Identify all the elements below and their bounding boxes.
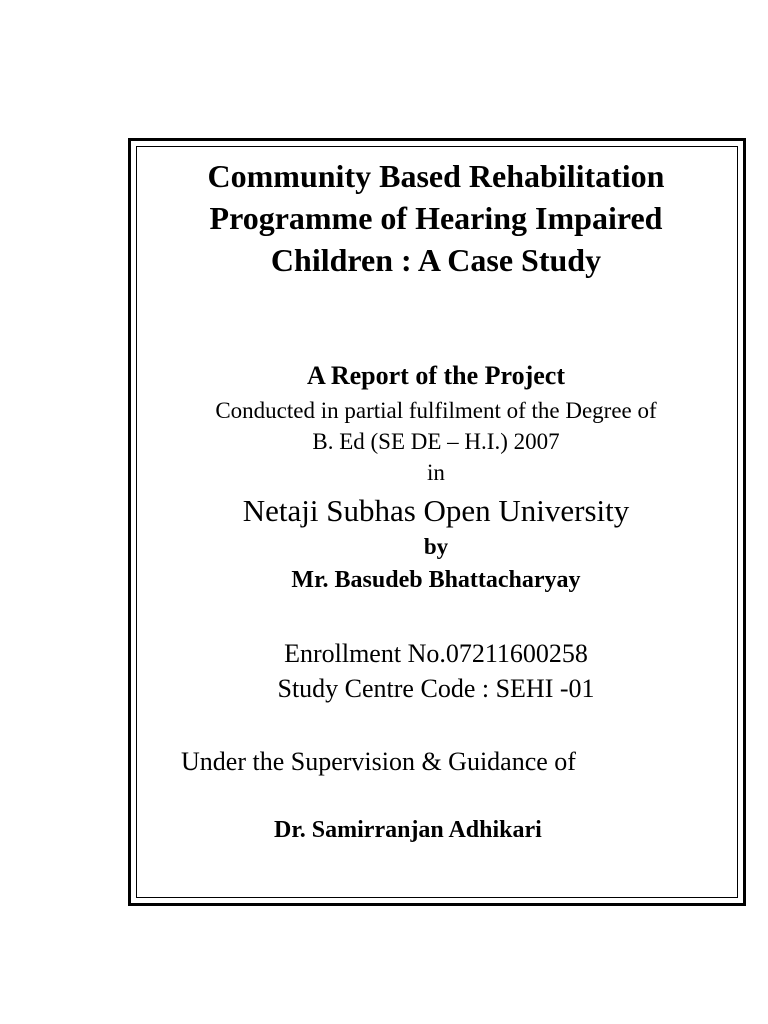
study-centre-code: Study Centre Code : SEHI -01 [277, 674, 595, 703]
in-text: in [427, 460, 445, 485]
degree-text: B. Ed (SE DE – H.I.) 2007 [312, 429, 560, 454]
title-line-2: Programme of Hearing Impaired [209, 200, 663, 236]
author-name: Mr. Basudeb Bhattacharyay [291, 567, 581, 593]
title-line-1: Community Based Rehabilitation [207, 158, 665, 194]
report-heading: A Report of the Project [307, 361, 565, 390]
document-title [131, 155, 741, 281]
supervisor-name: Dr. Samirranjan Adhikari [274, 817, 542, 843]
title-line-3: Children : A Case Study [270, 242, 602, 278]
supervision-text: Under the Supervision & Guidance of [181, 747, 576, 776]
enrollment-number: Enrollment No.07211600258 [284, 639, 588, 668]
by-text: by [423, 534, 449, 559]
conducted-text: Conducted in partial fulfilment of the Degree of [215, 398, 657, 423]
cover-border [128, 138, 746, 906]
university-name: Netaji Subhas Open University [242, 493, 630, 528]
